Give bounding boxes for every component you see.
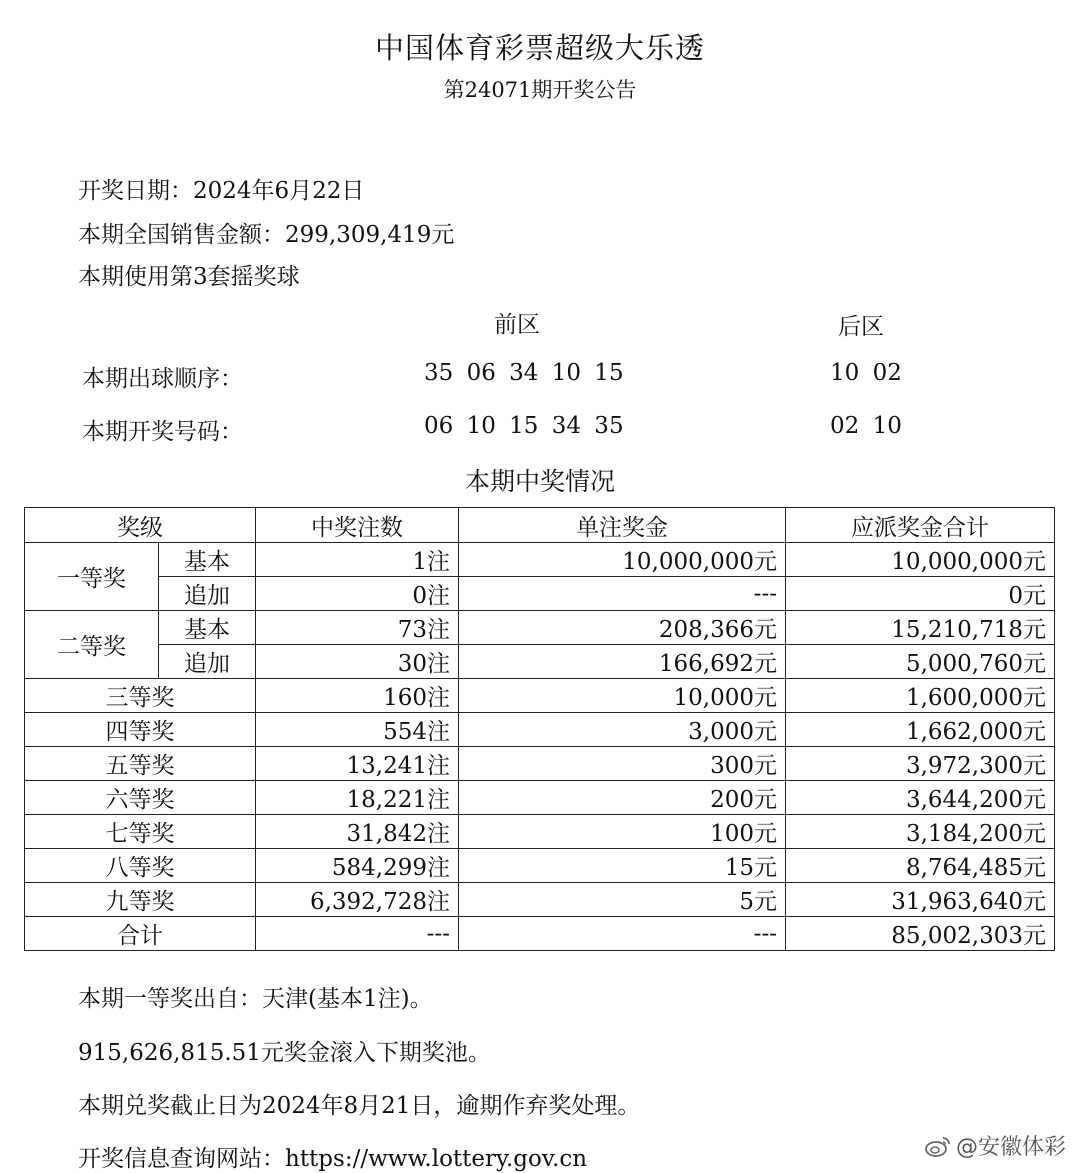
prize-cell: 300元: [459, 747, 786, 781]
prize-cell: 200元: [459, 781, 786, 815]
count-cell: 584,299注: [256, 849, 459, 883]
count-cell: 31,842注: [256, 815, 459, 849]
count-cell: 160注: [256, 679, 459, 713]
total-cell: 8,764,485元: [786, 849, 1055, 883]
level-cell: 合计: [25, 917, 256, 951]
watermark-text: @安徽体彩: [955, 1135, 1066, 1160]
prize-cell: 208,366元: [459, 611, 786, 645]
table-header-row: [25, 508, 1055, 543]
level-cell: 八等奖: [25, 849, 256, 883]
level-cell: 五等奖: [25, 747, 256, 781]
prize-cell: 166,692元: [459, 645, 786, 679]
total-cell: 3,184,200元: [786, 815, 1055, 849]
pool-rollover: 915,626,815.51元奖金滚入下期奖池。: [78, 1040, 491, 1066]
table-row: [25, 577, 1055, 611]
result-front-numbers: 06 10 15 34 35: [424, 413, 624, 439]
level-cell: 六等奖: [25, 781, 256, 815]
level-cell: 一等奖: [25, 543, 159, 611]
total-cell: 31,963,640元: [786, 883, 1055, 917]
level-cell: 四等奖: [25, 713, 256, 747]
order-front-numbers: 35 06 34 10 15: [424, 360, 624, 386]
claim-deadline: 本期兑奖截止日为2024年8月21日，逾期作弃奖处理。: [78, 1093, 641, 1119]
type-cell: 基本: [159, 543, 256, 577]
page-title: 中国体育彩票超级大乐透: [374, 31, 705, 65]
prize-cell: ---: [459, 917, 786, 951]
prize-cell: 10,000元: [459, 679, 786, 713]
table-row: [25, 645, 1055, 679]
prize-cell: 10,000,000元: [459, 543, 786, 577]
total-cell: 85,002,303元: [786, 917, 1055, 951]
table-row: [25, 543, 1055, 577]
total-cell: 1,600,000元: [786, 679, 1055, 713]
total-cell: 3,972,300元: [786, 747, 1055, 781]
prize-table: [24, 507, 1055, 951]
prize-cell: ---: [459, 577, 786, 611]
sales-amount: 本期全国销售金额：299,309,419元: [78, 222, 455, 248]
table-row: [25, 781, 1055, 815]
table-row: [25, 849, 1055, 883]
count-cell: 0注: [256, 577, 459, 611]
table-row: [25, 679, 1055, 713]
header-total: 应派奖金合计: [786, 508, 1055, 543]
count-cell: 6,392,728注: [256, 883, 459, 917]
count-cell: 73注: [256, 611, 459, 645]
prize-cell: 15元: [459, 849, 786, 883]
type-cell: 基本: [159, 611, 256, 645]
header-prize: 单注奖金: [459, 508, 786, 543]
query-website: 开奖信息查询网站：https://www.lottery.gov.cn: [78, 1146, 588, 1172]
table-row: [25, 713, 1055, 747]
total-cell: 10,000,000元: [786, 543, 1055, 577]
type-cell: 追加: [159, 577, 256, 611]
table-row: [25, 815, 1055, 849]
total-cell: 3,644,200元: [786, 781, 1055, 815]
weibo-icon: [924, 1134, 952, 1158]
count-cell: 13,241注: [256, 747, 459, 781]
level-cell: 七等奖: [25, 815, 256, 849]
order-label: 本期出球顺序：: [82, 366, 243, 392]
count-cell: 18,221注: [256, 781, 459, 815]
prize-cell: 5元: [459, 883, 786, 917]
first-prize-origin: 本期一等奖出自：天津(基本1注)。: [78, 986, 433, 1012]
prize-cell: 100元: [459, 815, 786, 849]
table-row: [25, 883, 1055, 917]
count-cell: ---: [256, 917, 459, 951]
draw-date: 开奖日期：2024年6月22日: [78, 178, 365, 204]
order-back-numbers: 10 02: [830, 360, 902, 386]
table-row: [25, 611, 1055, 645]
prize-cell: 3,000元: [459, 713, 786, 747]
result-label: 本期开奖号码：: [82, 419, 243, 445]
total-cell: 5,000,760元: [786, 645, 1055, 679]
table-row: [25, 747, 1055, 781]
front-zone-label: 前区: [494, 312, 540, 338]
level-cell: 三等奖: [25, 679, 256, 713]
level-cell: 二等奖: [25, 611, 159, 679]
total-cell: 15,210,718元: [786, 611, 1055, 645]
header-level: 奖级: [25, 508, 256, 543]
count-cell: 1注: [256, 543, 459, 577]
watermark: [924, 1130, 1066, 1161]
back-zone-label: 后区: [838, 314, 884, 340]
count-cell: 554注: [256, 713, 459, 747]
type-cell: 追加: [159, 645, 256, 679]
level-cell: 九等奖: [25, 883, 256, 917]
table-title: 本期中奖情况: [464, 467, 615, 496]
issue-subtitle: 第24071期开奖公告: [443, 78, 637, 102]
result-back-numbers: 02 10: [830, 413, 902, 439]
total-cell: 0元: [786, 577, 1055, 611]
header-count: 中奖注数: [256, 508, 459, 543]
table-total-row: [25, 917, 1055, 951]
total-cell: 1,662,000元: [786, 713, 1055, 747]
ball-set: 本期使用第3套摇奖球: [78, 264, 300, 290]
count-cell: 30注: [256, 645, 459, 679]
